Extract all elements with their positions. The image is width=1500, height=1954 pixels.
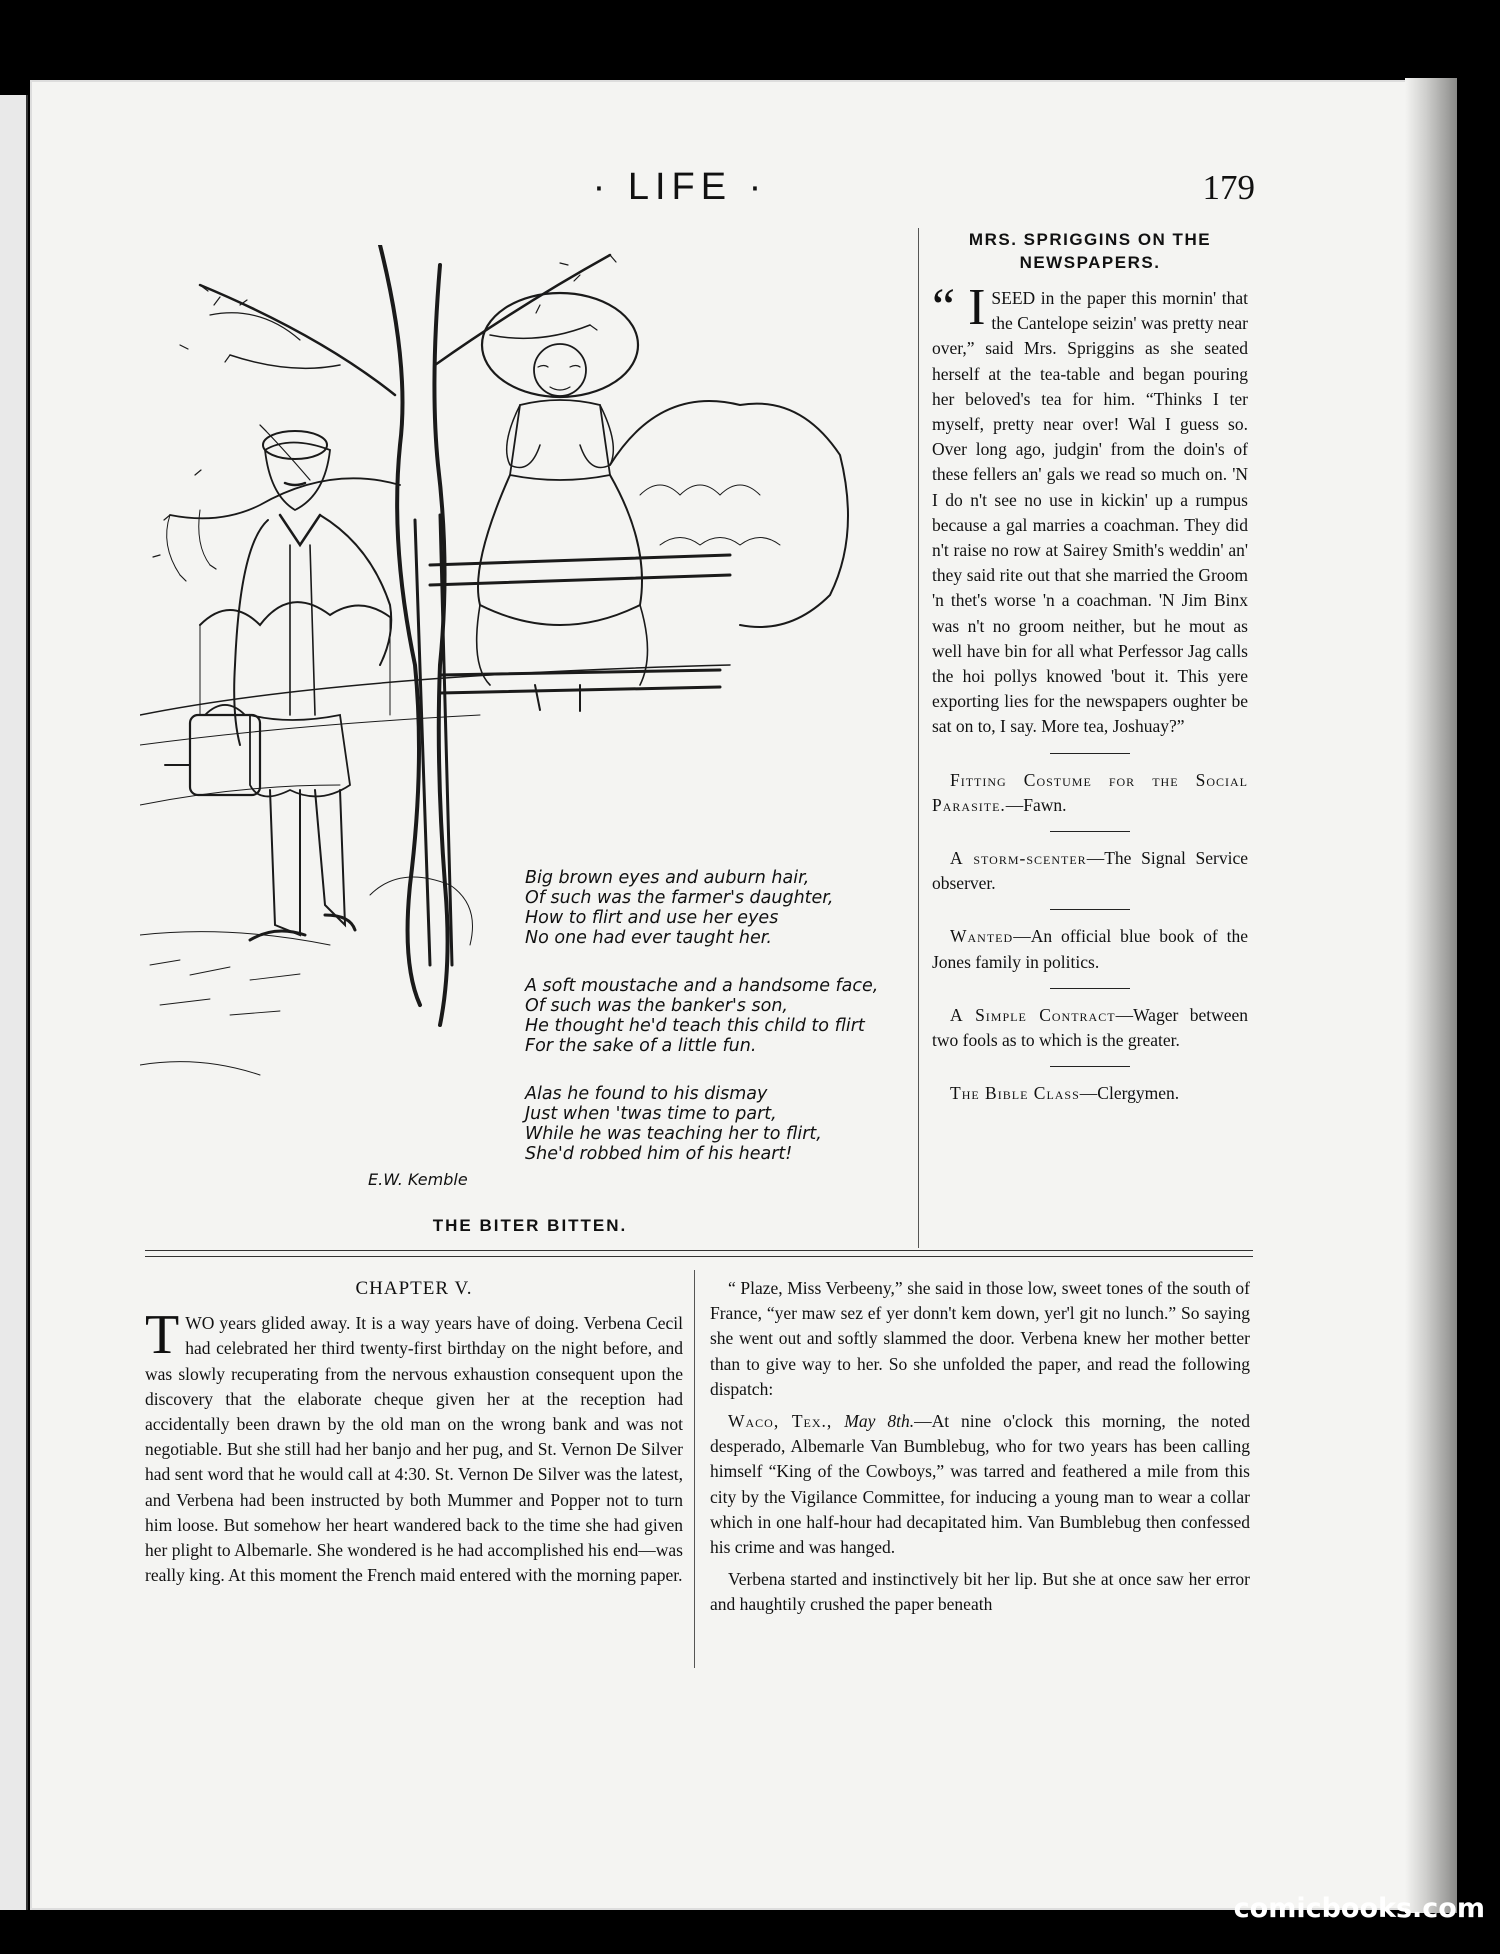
article-title-line: NEWSPAPERS. (1019, 253, 1161, 272)
joke-item (932, 924, 1248, 974)
joke-lead: Wanted (950, 926, 1014, 947)
poem-line: Of such was the banker's son, (525, 996, 788, 1016)
section-rule (145, 1250, 1253, 1251)
story-text: —At nine o'clock this morning, the noted desperado, Albemarle Van Bumblebug, who for two years has been calling himself “King of the Cowboys,” was tarred and feathered a mile from this city by the Vigilance Committee, for inducing a young man to wear a collar which in one half-hour had decapitated him. Van Bumblebug then confessed his crime and was hanged. (710, 1411, 1250, 1558)
divider-rule (1050, 909, 1130, 910)
poem-stanza (525, 1084, 905, 1164)
drop-cap: T (145, 1304, 180, 1367)
page-number: 179 (1202, 168, 1255, 207)
article-title-line: MRS. SPRIGGINS ON THE (968, 230, 1212, 249)
story-paragraph: Verbena started and instinctively bit her lip. But she at once saw her error and haughtily crushed the paper beneath (710, 1569, 1250, 1615)
divider-rule (1050, 1066, 1130, 1067)
joke-item (932, 1003, 1248, 1053)
joke-lead: A Simple Contract (950, 1004, 1116, 1025)
column-divider (918, 228, 919, 1248)
dateline-date: May 8th. (844, 1411, 915, 1432)
article-text: SEED in the paper this mornin' that the Cantelope seizin' was pretty near over,” said Mrs. Spriggins as she seated herself at the tea-table and began pouring her beloved's tea for him. “Thinks I ter myself, pretty near over! Wal I guess so. Over long ago, judgin' from the doin's of these fellers an' gals we read so much on. 'N I do n't see no use in kickin' up a rumpus because a gal marries a coachman. They did n't raise no row at Sairey Smith's weddin' an' they said rite out that she married the Groom 'n thet's worse 'n a coachman. 'N Jim Binx was n't no groom neither, but he mout as well have bin for all what Perfessor Jag calls the hoi pollys knowed 'bout it. This yere exporting lies for the newspapers oughter be sat on to, I say. More tea, Joshuay?” (932, 288, 1248, 737)
article-title (932, 228, 1248, 274)
poem-stanza (525, 868, 905, 948)
story-paragraph (710, 1409, 1250, 1560)
illustration-poem (525, 868, 905, 1192)
poem-line: She'd robbed him of his heart! (525, 1144, 793, 1164)
watermark: comicbooks.com (1233, 1893, 1485, 1924)
previous-page-edge (0, 95, 28, 1910)
joke-lead: A storm-scenter (950, 848, 1087, 869)
story-paragraph (145, 1304, 683, 1588)
poem-line: No one had ever taught her. (525, 928, 772, 948)
section-rule (145, 1256, 1253, 1257)
poem-stanza (525, 976, 905, 1056)
chapter-heading: CHAPTER V. (355, 1278, 473, 1299)
artist-signature: E.W. Kemble (368, 1170, 468, 1189)
joke-text: —Fawn. (1005, 794, 1067, 815)
page-edge-shadow (1405, 78, 1457, 1913)
drop-cap: “ I (932, 279, 986, 336)
masthead-title: · LIFE · (592, 166, 768, 208)
story-column-left (145, 1276, 683, 1588)
dateline-place: Waco, Tex., (728, 1411, 833, 1432)
divider-rule (1050, 988, 1130, 989)
joke-item (932, 846, 1248, 896)
poem-line: For the sake of a little fun. (525, 1036, 757, 1056)
joke-text: —Clergymen. (1079, 1083, 1180, 1104)
article-body (932, 279, 1248, 740)
divider-rule (1050, 831, 1130, 832)
story-text: WO years glided away. It is a way years have of doing. Verbena Cecil had celebrated her third twenty-first birthday on the night before, and was slowly recuperating from the nervous exhaustion consequent upon the discovery that the elaborate cheque given her at the reception had accidentally been drawn by the old man on the wrong bank and was not negotiable. But she still had her banjo and her pug, and St. Vernon De Silver had sent word that he would call at 4:30. St. Vernon De Silver was the latest, and Verbena had been instructed by both Mummer and Popper not to turn him loose. But somehow her heart wandered back to the time she had given her plight to Albemarle. She wondered is he had accomplished his end—was really king. At this moment the French maid entered with the morning paper. (145, 1313, 683, 1586)
poem-line: Big brown eyes and auburn hair, (525, 868, 810, 888)
divider-rule (1050, 753, 1130, 754)
joke-text: —An official blue book of the Jones family in politics. (932, 926, 1248, 972)
joke-item (932, 1081, 1248, 1106)
poem-line: Of such was the farmer's daughter, (525, 888, 834, 908)
story-paragraph: “ Plaze, Miss Verbeeny,” she said in those low, sweet tones of the south of France, “yer maw sez ef yer donn't kem down, yer'l git no lunch.” So saying she went out and softly slammed the door. Verbena knew her mother better than to give way to her. So she unfolded the paper, and read the following dispatch: (710, 1278, 1250, 1399)
poem-line: How to flirt and use her eyes (525, 908, 779, 928)
joke-text: —Wager between two fools as to which is the greater. (932, 1004, 1248, 1051)
poem-line: Alas he found to his dismay (525, 1084, 768, 1104)
poem-line: He thought he'd teach this child to flirt (525, 1016, 865, 1036)
story-column-right (710, 1276, 1250, 1625)
joke-text: —The Signal Service observer. (932, 848, 1249, 894)
poem-line: A soft moustache and a handsome face, (525, 976, 879, 996)
poem-line: While he was teaching her to flirt, (525, 1124, 822, 1144)
joke-lead: The Bible Class (950, 1083, 1080, 1104)
joke-lead: Fitting Costume for the Social Parasite. (932, 769, 1248, 815)
joke-item (932, 768, 1248, 818)
poem-line: Just when 'twas time to part, (525, 1104, 777, 1124)
column-divider (694, 1270, 695, 1668)
illustration-caption: THE BITER BITTEN. (432, 1216, 628, 1235)
sidebar-column (932, 228, 1248, 1106)
